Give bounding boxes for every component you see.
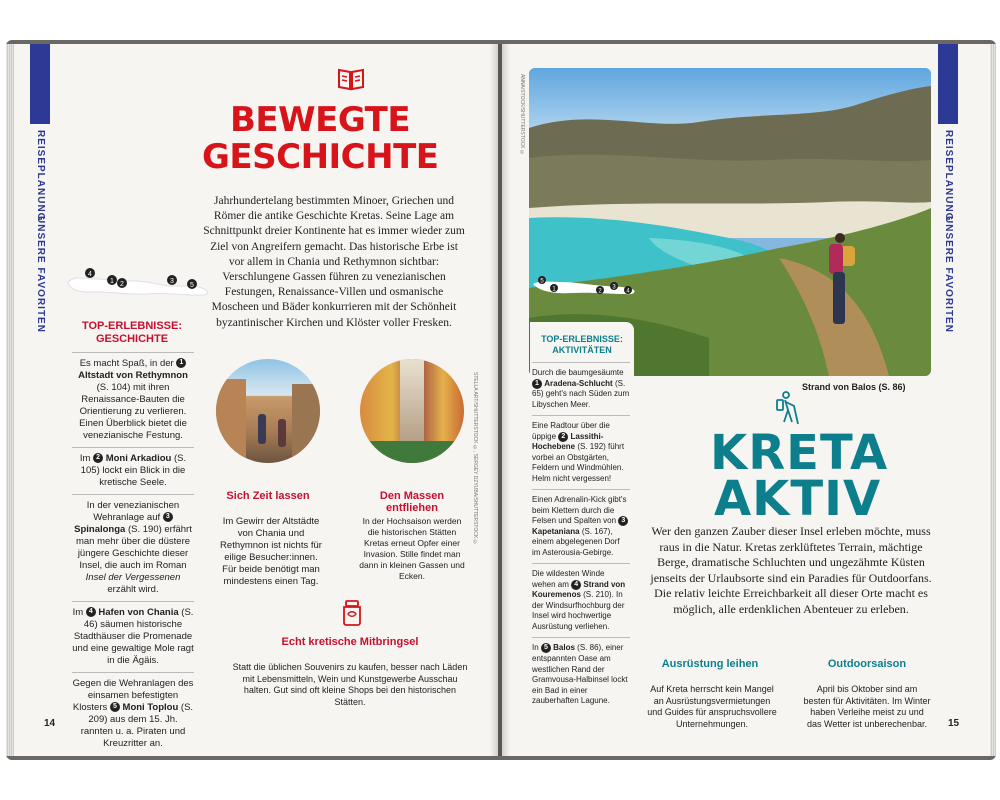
list-item: Im 2 Moni Arkadiou (S. 105) lockt ein Blick in die kretische Seele.	[72, 448, 194, 495]
col2-text: In der Hochsaison werden die historischen Stätten Kretas erneut Opfer einer Invasion. Stille findet man dann in kleinen Gassen und Ecken.	[359, 516, 465, 581]
photo-credit-right: ANNA/STOCK/SHUTTERSTOCK ©	[519, 74, 525, 156]
right-page	[502, 44, 990, 756]
page-number-right: 15	[948, 718, 960, 729]
rmap-num-2: 2	[598, 288, 602, 295]
photo-credit-left: STELLA ART/SHUTTERSTOCK ©, SERGEY DZYUBA/SHUTTERSTOCK ©	[472, 372, 478, 546]
left-page	[14, 44, 498, 756]
activities-panel	[530, 322, 634, 752]
left-top-title	[72, 320, 192, 346]
left-top-title-2: GESCHICHTE	[95, 333, 169, 345]
crete-map-left	[64, 264, 214, 298]
book-gutter	[490, 44, 510, 756]
rmap-num-3: 3	[612, 284, 616, 291]
right-sidebar-block	[938, 44, 958, 124]
right-sidebar-bottom: UNSERE FAVORITEN	[943, 216, 954, 333]
right-sidebar-top: REISEPLANUNG	[943, 130, 954, 222]
photo-caption: Strand von Balos (S. 86)	[802, 382, 906, 392]
right-intro: Wer den ganzen Zauber dieser Insel erleben möchte, muss raus in die Natur. Kretas zerklüftetes Terrain, mächtige Berge, dramatische Schluchten und ungezähmte Küsten jenseits der Urlaubsorte sind ein Paradies für Outdoorfans. Die relativ leichte Erreichbarkeit all dieser Orte macht es möglich, alle erdenklichen Abenteuer zu erleben.	[650, 524, 932, 616]
left-sidebar-bottom: UNSERE FAVORITEN	[35, 216, 46, 333]
rmap-num-4: 4	[626, 288, 630, 295]
map-num-4: 4	[88, 271, 92, 278]
hiker-icon	[768, 390, 806, 426]
left-top-title-1: TOP-ERLEBNISSE:	[81, 320, 183, 332]
left-sidebar-block	[30, 44, 50, 124]
right-title-line2: AKTIV	[714, 471, 882, 527]
photo-old-town-alley	[216, 359, 320, 463]
right-col1-title: Ausrüstung leihen	[661, 658, 759, 670]
rmap-num-1: 1	[552, 286, 556, 293]
jar-icon	[339, 599, 365, 627]
book-icon	[336, 66, 366, 92]
crete-map-right	[530, 272, 638, 298]
map-num-3: 3	[170, 278, 174, 285]
map-num-1: 1	[110, 278, 114, 285]
col2-title: Den Massen entfliehen	[379, 490, 445, 514]
left-title-line1: BEWEGTE	[230, 100, 411, 140]
right-title-line1: KRETA	[710, 425, 889, 481]
col1-text: Im Gewirr der Altstädte von Chania und Rethymnon ist nichts für eilige Besucher:innen. Für beide benötigt man mindestens einen Tag.	[220, 516, 322, 587]
left-intro: Jahrhundertelang bestimmten Minoer, Griechen und Römer die antike Geschichte Kretas. Seine Lage am Schnittpunkt dreier Kontinente hat es immer wieder zum Ziel von Angreifern gemacht. Das historische Erbe ist vor allem in Chania und Rethymnon sichtbar: Verschlungene Gassen führen zu venezianischen Festungen, Renaissance-Villen und osmanische Moscheen und Bäder konkurrieren mit der Schönheit byzantinischer Kirchen und Klöster voller Fresken.	[203, 195, 465, 329]
right-top-title-2: AKTIVITÄTEN	[552, 345, 612, 355]
list-item: In 5 Balos (S. 86), einer entspannten Oase am westlichen Rand der Gramvousa-Halbinsel lockt ein Bad in einer zauberhaften Lagune.	[532, 643, 628, 706]
right-col1-text: Auf Kreta herrscht kein Mangel an Ausrüstungsvermietungen und Guides für anspruchsvollere Unternehmungen.	[647, 684, 777, 729]
list-item: Es macht Spaß, in der 1 Altstadt von Rethymnon (S. 104) mit ihren Renaissance-Bauten die Orientierung zu verlieren. Einen Überblick bietet die venezianische Festung.	[72, 353, 194, 448]
left-sidebar-top: REISEPLANUNG	[35, 130, 46, 222]
left-title-line2: GESCHICHTE	[202, 137, 439, 177]
right-top-title	[530, 322, 634, 356]
photo-colorful-alley	[360, 359, 464, 463]
list-item: Gegen die Wehranlagen des einsamen befestigten Klosters 5 Moni Toplou (S. 209) aus dem 15. Jh. rannten u. a. Piraten und Kreuzritter an.	[72, 678, 194, 749]
activities-list	[532, 362, 630, 712]
right-top-title-1: TOP-ERLEBNISSE:	[541, 334, 623, 344]
page-number-left: 14	[44, 718, 56, 729]
map-num-2: 2	[120, 281, 124, 288]
souvenir-text: Statt die üblichen Souvenirs zu kaufen, besser nach Läden mit Lebensmitteln, Wein und Kunstgewerbe Ausschau halten. Gut sind oft kleine Shops bei den historischen Stätten.	[232, 662, 468, 707]
list-item: Eine Radtour über die üppige 2 Lassithi-Hochebene (S. 192) führt vorbei an Obstgärten, Feldern und Windmühlen. Helm nicht vergessen!	[532, 416, 630, 490]
col1-title: Sich Zeit lassen	[226, 490, 310, 502]
list-item: Durch die baumgesäumte 1 Aradena-Schlucht (S. 65) geht's nach Süden zum Libyschen Meer.	[532, 363, 630, 416]
list-item: Im 4 Hafen von Chania (S. 46) säumen historische Stadthäuser die Promenade und eine gewaltige Mole ragt in die Ägäis.	[72, 602, 194, 673]
map-num-5: 5	[190, 282, 194, 289]
rmap-num-5: 5	[540, 278, 544, 285]
list-item: Die wildesten Winde wehen am 4 Strand von Kouremenos (S. 210). In der Windsurfhochburg der Insel wird hochwertige Ausrüstung verliehen.	[532, 564, 630, 638]
list-item: Einen Adrenalin-Kick gibt's beim Klettern durch die Felsen und Spalten von 3 Kapetaniana (S. 167), einem abgelegenen Dorf im Asterousia-Gebirge.	[532, 490, 630, 564]
right-col2-text: April bis Oktober sind am besten für Aktivitäten. Im Winter haben Verleihe meist zu und das Wetter ist unberechenbar.	[803, 684, 931, 729]
right-col2-title: Outdoorsaison	[827, 658, 907, 670]
list-item: In der venezianischen Wehranlage auf 3 Spinalonga (S. 190) erfährt man mehr über die düstere jüngere Geschichte dieser Insel, die auch im Roman Insel der Vergessenen erzählt wird.	[72, 495, 194, 602]
favorites-list	[72, 352, 194, 755]
souvenir-title: Echt kretische Mitbringsel	[281, 636, 419, 648]
